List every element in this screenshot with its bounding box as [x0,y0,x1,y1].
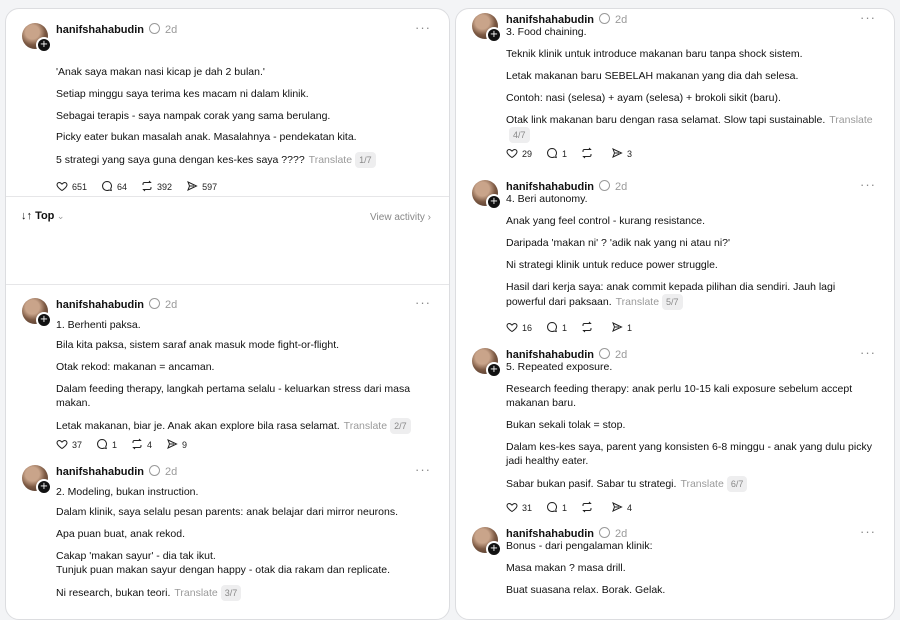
sort-label: Top [35,210,55,222]
repost-button[interactable] [581,147,597,161]
share-icon [166,438,178,452]
timestamp: 2d [165,24,178,36]
follow-plus-icon[interactable]: + [36,37,52,53]
repost-count: 4 [147,440,153,450]
post-line-text: Otak link makanan baru dengan rasa selamat. Slow tapi sustainable. [506,114,826,126]
translate-link[interactable]: Translate [615,296,660,308]
post-line [56,130,431,144]
thread-page-badge: 1/7 [355,152,376,168]
like-count: 16 [522,323,533,333]
post-line [506,69,876,83]
post-line-text: Picky eater bukan masalah anak. Masalahnya - pendekatan kita. [56,131,357,143]
share-count: 1 [627,323,633,333]
post-line-text: Sabar bukan pasif. Sabar tu strategi. [506,478,677,490]
thread-page-badge: 3/7 [221,585,242,601]
post-line [506,280,876,310]
username[interactable]: hanifshahabudin [506,349,594,361]
like-count: 37 [72,440,83,450]
post-line [56,382,431,410]
like-button[interactable] [56,438,82,452]
thread-page-badge: 2/7 [390,418,411,434]
timestamp: 2d [615,528,628,540]
avatar[interactable] [472,180,498,206]
repost-icon [141,180,153,194]
post-line [56,527,431,541]
avatar[interactable] [472,527,498,553]
share-count: 3 [627,149,633,159]
post-header [56,465,177,478]
repost-button[interactable] [131,438,152,452]
action-bar [506,321,632,335]
translate-link[interactable]: Translate [308,153,353,166]
like-count: 651 [72,182,88,192]
post-text [506,360,876,492]
share-icon [611,321,623,335]
post-text [506,25,876,143]
translate-link[interactable]: Translate [680,478,724,490]
reply-count: 1 [562,149,568,159]
post-line [506,214,876,228]
timestamp: 2d [615,349,628,361]
avatar[interactable] [472,13,498,39]
post-line-text: Letak makanan baru SEBELAH makanan yang dia dah selesa. [506,70,799,82]
post-line [56,585,431,601]
post-line-text: Apa puan buat, anak rekod. [56,528,186,540]
post-line [506,440,876,468]
reply-icon [546,501,558,515]
reply-count: 1 [112,440,118,450]
verified-icon [599,13,610,24]
username[interactable]: hanifshahabudin [56,24,144,36]
share-icon [186,180,198,194]
share-icon [611,501,623,515]
post-line [506,113,876,143]
like-button[interactable] [56,180,87,194]
username[interactable]: hanifshahabudin [506,14,594,26]
reply-count: 64 [117,182,128,192]
share-count: 597 [202,182,218,192]
post-line-text: Daripada 'makan ni' ? 'adik nak yang ni atau ni?' [506,237,730,249]
share-button[interactable] [611,501,632,515]
post-line-text: Setiap minggu saya terima kes macam ni dalam klinik. [56,88,309,100]
more-options-icon[interactable]: ··· [415,20,431,35]
like-icon [56,180,68,194]
post-line [56,152,431,168]
share-button[interactable] [166,438,187,452]
sort-icon: ↓↑ [21,210,36,222]
reply-icon [101,180,113,194]
like-count: 29 [522,149,533,159]
thread-page-badge: 5/7 [662,294,683,310]
share-count: 9 [182,440,188,450]
post-line [56,109,431,123]
share-icon [611,147,623,161]
verified-icon [149,23,160,34]
post-line [506,47,876,61]
more-options-icon[interactable]: ··· [415,295,431,310]
post-line [56,65,431,79]
post-line-text: Bonus - dari pengalaman klinik: [506,540,653,552]
post-line-text: 5. Repeated exposure. [506,361,613,373]
post-text [56,485,431,601]
translate-link[interactable]: Translate [174,587,218,599]
post-heading [506,539,876,553]
repost-icon [581,501,593,515]
reply-button[interactable] [96,438,117,452]
share-button[interactable] [186,180,217,194]
post-text [56,318,431,434]
follow-plus-icon[interactable]: + [486,362,502,378]
more-options-icon[interactable]: ··· [860,345,876,360]
reply-button[interactable] [101,180,127,194]
post-line [56,338,431,352]
chevron-right-icon: › [424,212,431,223]
repost-count: 392 [157,182,173,192]
post-line-text: 4. Beri autonomy. [506,193,588,205]
like-icon [506,147,518,161]
post-line [506,583,876,597]
verified-icon [599,180,610,191]
post-heading [56,485,431,499]
post-line [56,360,431,374]
like-icon [506,321,518,335]
post-line [56,418,431,434]
post-text [506,539,876,597]
post-line [506,382,876,410]
post-line [56,549,431,577]
post-line-text: Bila kita paksa, sistem saraf anak masuk mode fight-or-flight. [56,339,340,351]
post-line-text: Buat suasana relax. Borak. Gelak. [506,584,666,596]
reply-count: 1 [562,323,568,333]
follow-plus-icon[interactable]: + [36,479,52,495]
timestamp: 2d [615,181,628,193]
post-text [506,192,876,310]
post-line-text: Dalam klinik, saya selalu pesan parents: anak belajar dari mirror neurons. [56,506,398,518]
post-line [506,476,876,492]
reply-button[interactable] [546,501,567,515]
action-bar [506,501,632,515]
post-heading [506,360,876,374]
thread-column-right [455,8,895,620]
reply-button[interactable] [546,147,567,161]
username[interactable]: hanifshahabudin [56,466,144,478]
post-line-text: 2. Modeling, bukan instruction. [56,486,199,498]
more-options-icon[interactable]: ··· [860,177,876,192]
post-line-text: Teknik klinik untuk introduce makanan baru tanpa shock sistem. [506,48,803,60]
post-line-text: Ni strategi klinik untuk reduce power struggle. [506,259,718,271]
timestamp: 2d [165,299,178,311]
username[interactable]: hanifshahabudin [506,181,594,193]
username[interactable]: hanifshahabudin [506,528,594,540]
post-line [506,91,876,105]
divider [6,284,449,285]
post-line [506,561,876,575]
action-bar [56,180,217,194]
post-line-text: Masa makan ? masa drill. [506,562,626,574]
post-line [506,236,876,250]
post-line [56,87,431,101]
post-line-text: 1. Berhenti paksa. [56,319,141,331]
post-heading [506,192,876,206]
post-line-text: Sebagai terapis - saya nampak corak yang sama berulang. [56,109,331,122]
share-button[interactable] [611,321,632,335]
divider [6,196,449,197]
translate-link[interactable]: Translate [829,114,873,126]
post-text [56,65,431,168]
reply-icon [96,438,108,452]
share-count: 4 [627,503,633,513]
reply-button[interactable] [546,321,567,335]
timestamp: 2d [165,466,178,478]
repost-button[interactable] [141,180,172,194]
post-line-text: Dalam kes-kes saya, parent yang konsisten 6-8 minggu - anak yang dulu picky jadi healthy eater. [506,441,872,467]
thread-page-badge: 6/7 [727,476,748,492]
repost-icon [581,147,593,161]
avatar[interactable] [22,465,48,491]
reply-count: 1 [562,503,568,513]
repost-icon [131,438,143,452]
post-line [506,258,876,272]
follow-plus-icon[interactable]: + [36,312,52,328]
action-bar [506,147,632,161]
like-button[interactable] [506,321,532,335]
avatar[interactable] [472,348,498,374]
post-line-text: Contoh: nasi (selesa) + ayam (selesa) + brokoli sikit (baru). [506,92,781,104]
post-line-text: 3. Food chaining. [506,26,587,38]
verified-icon [149,298,160,309]
avatar[interactable] [22,23,48,49]
thread-page-badge: 4/7 [509,127,530,143]
post-line [56,505,431,519]
post-header [56,298,177,311]
post-line-text: Anak yang feel control - kurang resistance. [506,215,706,227]
like-button[interactable] [506,147,532,161]
share-button[interactable] [611,147,632,161]
repost-icon [581,321,593,335]
like-button[interactable] [506,501,532,515]
reply-icon [546,321,558,335]
view-activity-link[interactable] [370,212,431,223]
post-line-text: Cakap 'makan sayur' - dia tak ikut. Tunjuk puan makan sayur dengan happy - otak dia rakam dan replicate. [56,550,391,576]
more-options-icon[interactable]: ··· [415,462,431,477]
repost-button[interactable] [581,501,597,515]
verified-icon [149,465,160,476]
post-line-text: 5 strategi yang saya guna dengan kes-kes saya ???? [56,153,305,166]
post-line-text: Bukan sekali tolak = stop. [506,419,626,431]
post-line-text: Hasil dari kerja saya: anak commit kepada pilihan dia sendiri. Jauh lagi powerful dari paksaan. [506,281,836,308]
sort-dropdown[interactable] [21,210,64,222]
action-bar [56,438,187,452]
like-icon [56,438,68,452]
follow-plus-icon[interactable]: + [486,27,502,43]
verified-icon [599,527,610,538]
chevron-down-icon: ⌄ [54,211,65,221]
timestamp: 2d [615,14,628,26]
like-count: 31 [522,503,533,513]
post-heading [506,25,876,39]
username[interactable]: hanifshahabudin [56,299,144,311]
repost-button[interactable] [581,321,597,335]
avatar[interactable] [22,298,48,324]
thread-column-left [5,8,450,620]
post-line-text: 'Anak saya makan nasi kicap je dah 2 bulan.' [56,66,265,78]
post-line-text: Ni research, bukan teori. [56,587,171,599]
post-line [506,418,876,432]
post-line-text: Dalam feeding therapy, langkah pertama selalu - keluarkan stress dari masa makan. [56,383,411,409]
like-icon [506,501,518,515]
verified-icon [599,348,610,359]
more-options-icon[interactable]: ··· [860,524,876,539]
translate-link[interactable]: Translate [343,420,388,432]
more-options-icon[interactable]: ··· [860,10,876,25]
follow-plus-icon[interactable]: + [486,194,502,210]
post-header [56,23,177,36]
post-line-text: Otak rekod: makanan = ancaman. [56,361,215,373]
follow-plus-icon[interactable]: + [486,541,502,557]
post-heading [56,318,431,332]
view-activity-label: View activity [370,212,425,223]
post-line-text: Letak makanan, biar je. Anak akan explore bila rasa selamat. [56,420,340,432]
reply-icon [546,147,558,161]
post-line-text: Research feeding therapy: anak perlu 10-15 kali exposure sebelum accept makanan baru. [506,383,853,409]
